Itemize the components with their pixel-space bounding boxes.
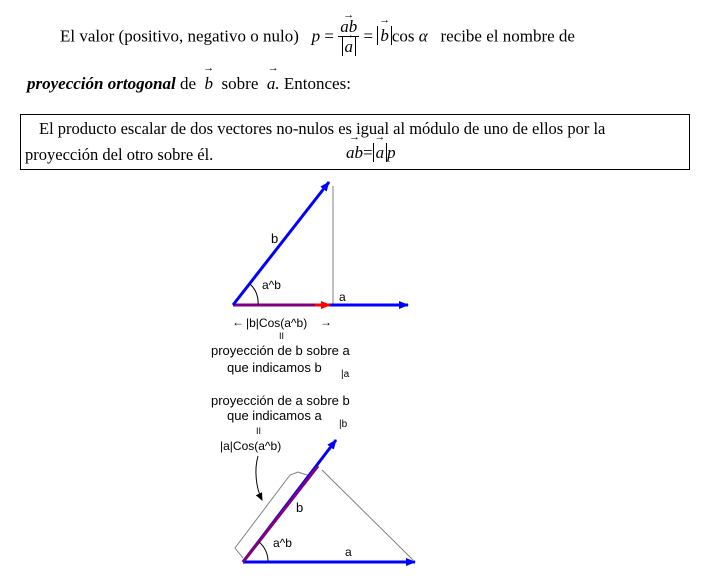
diag2-caption2: que indicamos a [227, 408, 322, 423]
diag2-caption3: |a|Cos(a^b) [220, 439, 282, 453]
diag1-label-b: b [271, 231, 279, 246]
theorem-formula-p: p [387, 143, 396, 162]
theorem-formula-ab: → ab [346, 143, 363, 163]
definition-sobre: sobre [221, 74, 259, 93]
definition-de: de [180, 74, 197, 93]
intro-text-before: El valor (positivo, negativo o nulo) [60, 26, 299, 46]
formula-p: p [311, 26, 321, 46]
formula-eq-2: = [363, 26, 374, 46]
diag1-label-angle: a^b [262, 278, 281, 292]
diagram-2 [211, 393, 415, 562]
formula-cos: cos [391, 26, 415, 46]
diag1-caption2-sub: |a [341, 369, 350, 380]
formula-alpha: α [418, 26, 428, 46]
intro-text-after: recibe el nombre de [440, 26, 575, 46]
formula-eq: = [324, 26, 334, 46]
diag1-label-a: a [339, 290, 346, 304]
formula-den: → a [345, 37, 354, 57]
diag1-equals-mark: II [279, 331, 285, 341]
diag1-proj-left-arrow: ← [232, 315, 244, 329]
definition-rest: Entonces: [283, 74, 351, 93]
diag2-label-a: a [345, 545, 352, 559]
definition-vec-b: → b [205, 74, 214, 94]
theorem-line2: proyección del otro sobre él. [25, 145, 214, 164]
theorem-line1: El producto escalar de dos vectores no-nulos es igual al módulo de uno de ellos por la [39, 119, 606, 138]
diag2-label-angle: a^b [273, 536, 292, 550]
diag1-caption1: proyección de b sobre a [211, 343, 350, 358]
theorem-formula-eq: = [363, 143, 373, 162]
diag2-caption1: proyección de a sobre b [211, 393, 350, 408]
pointer-arrow [256, 456, 262, 500]
vector-b-arrow [233, 182, 329, 305]
formula-rhs-b: → b [380, 26, 389, 46]
diag1-caption2: que indicamos b [227, 360, 322, 375]
diag2-label-b: b [296, 500, 304, 515]
diag2-equals-mark: II [256, 426, 262, 436]
diag2-caption2-sub: |b [339, 419, 348, 430]
diagram-1 [211, 182, 408, 380]
theorem-formula-a: → a [376, 143, 385, 163]
angle-arc [250, 284, 258, 305]
definition-vec-a: → a. [267, 74, 280, 94]
angle-arc-2 [259, 542, 268, 562]
formula-num: → ab [340, 18, 357, 36]
diag1-proj-right-arrow: → [320, 315, 332, 329]
diag1-label-proj: |b|Cos(a^b) [246, 316, 308, 330]
definition-term: proyección ortogonal [27, 74, 176, 93]
perpendicular-line-2 [322, 470, 413, 560]
